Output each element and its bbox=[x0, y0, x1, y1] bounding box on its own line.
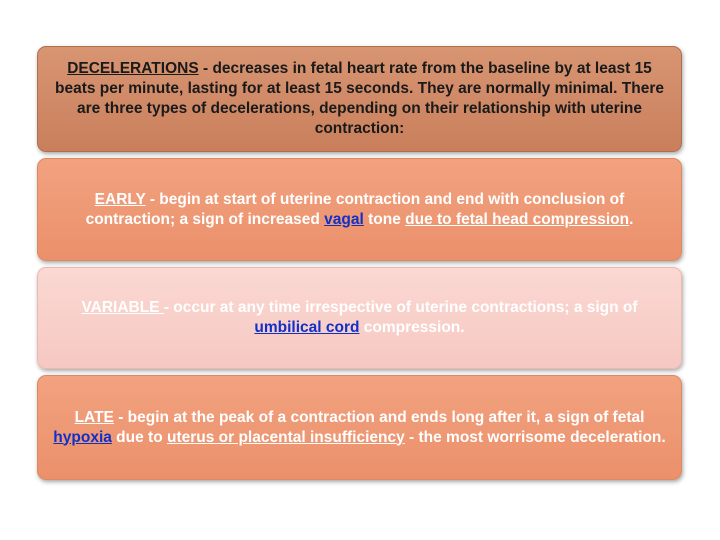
card-body: . bbox=[629, 210, 634, 228]
card-term: VARIABLE bbox=[81, 299, 164, 316]
card-body: - occur at any time irrespective of uterine contractions; a sign of bbox=[163, 299, 638, 316]
underlined-phrase: due to fetal head compression bbox=[405, 210, 630, 228]
early-deceleration-card bbox=[37, 158, 682, 261]
hypoxia-link[interactable]: hypoxia bbox=[53, 428, 112, 446]
card-text bbox=[52, 59, 667, 139]
decelerations-definition-card bbox=[37, 46, 682, 152]
variable-deceleration-card bbox=[37, 267, 682, 369]
card-text bbox=[81, 298, 637, 338]
card-body: - begin at start of uterine contraction and end with conclusion of contraction; a sign of increased bbox=[85, 190, 625, 228]
vagal-link[interactable]: vagal bbox=[324, 210, 364, 228]
card-body: tone bbox=[363, 210, 406, 228]
card-term: DECELERATIONS bbox=[67, 60, 199, 77]
card-body: - decreases in fetal heart rate from the baseline by at least 15 beats per minute, lasting for at least 15 seconds. They are normally minimal. There are three types of decelerations, depending on their relationship with uterine contraction: bbox=[54, 60, 664, 137]
card-body: - the most worrisome deceleration. bbox=[404, 428, 666, 446]
card-term: EARLY bbox=[94, 190, 146, 208]
card-body: due to bbox=[111, 428, 167, 446]
underlined-phrase: uterus or placental insufficiency bbox=[166, 428, 405, 446]
umbilical-cord-link[interactable]: umbilical cord bbox=[254, 319, 360, 336]
late-deceleration-card bbox=[37, 375, 682, 480]
card-text bbox=[52, 408, 667, 448]
card-text bbox=[52, 190, 667, 230]
card-body: - begin at the peak of a contraction and ends long after it, a sign of fetal bbox=[113, 408, 645, 426]
card-term: LATE bbox=[74, 408, 114, 426]
card-body: compression. bbox=[359, 319, 465, 336]
